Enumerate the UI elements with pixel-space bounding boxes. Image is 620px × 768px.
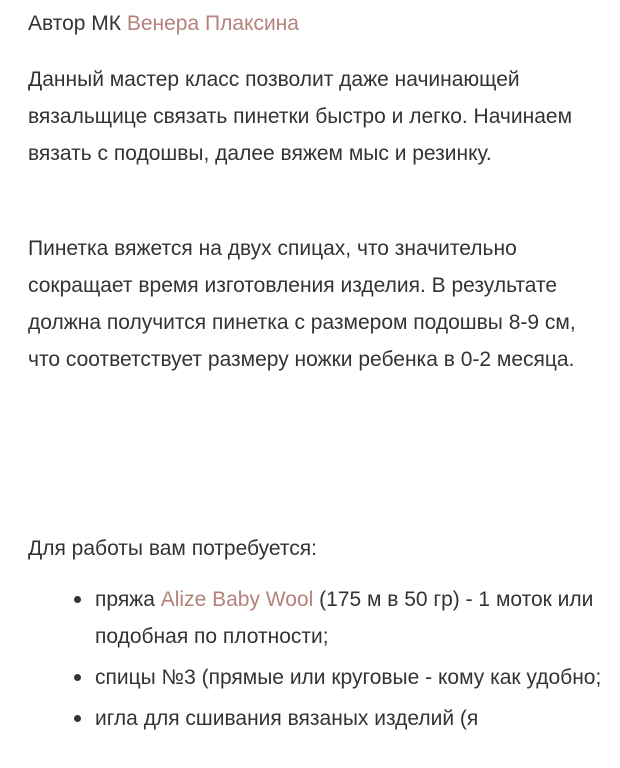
author-prefix: Автор МК [28, 12, 127, 35]
materials-item-sewing-needle [28, 700, 608, 737]
bullet-icon [74, 715, 81, 722]
materials-item-needles [28, 659, 608, 696]
materials-heading: Для работы вам потребуется: [28, 537, 317, 560]
materials-list [28, 581, 608, 741]
yarn-link[interactable]: Alize Baby Wool [160, 588, 314, 611]
bullet-icon [74, 596, 81, 603]
description-paragraph: Пинетка вяжется на двух спицах, что значительно сокращает время изготовления изделия. В результате должна получится пинетка с размером подошвы 8-9 см, что соответствует размеру ножки ребенка в 0-2 месяца. [28, 237, 576, 371]
author-line [28, 9, 299, 39]
item-text: спицы №3 (прямые или круговые - кому как удобно; [95, 666, 602, 689]
intro-paragraph: Данный мастер класс позволит даже начинающей вязальщице связать пинетки быстро и легко. Начинаем вязать с подошвы, далее вяжем мыс и резинку. [28, 68, 573, 165]
bullet-icon [74, 674, 81, 681]
item-text: игла для сшивания вязаных изделий (я [95, 707, 479, 730]
author-name-link[interactable]: Венера Плаксина [126, 12, 299, 35]
item-text-before: пряжа [95, 588, 161, 611]
materials-item-yarn [28, 581, 608, 655]
item-text-after: (175 м в 50 гр) - 1 моток или подобная по плотности; [95, 588, 594, 648]
